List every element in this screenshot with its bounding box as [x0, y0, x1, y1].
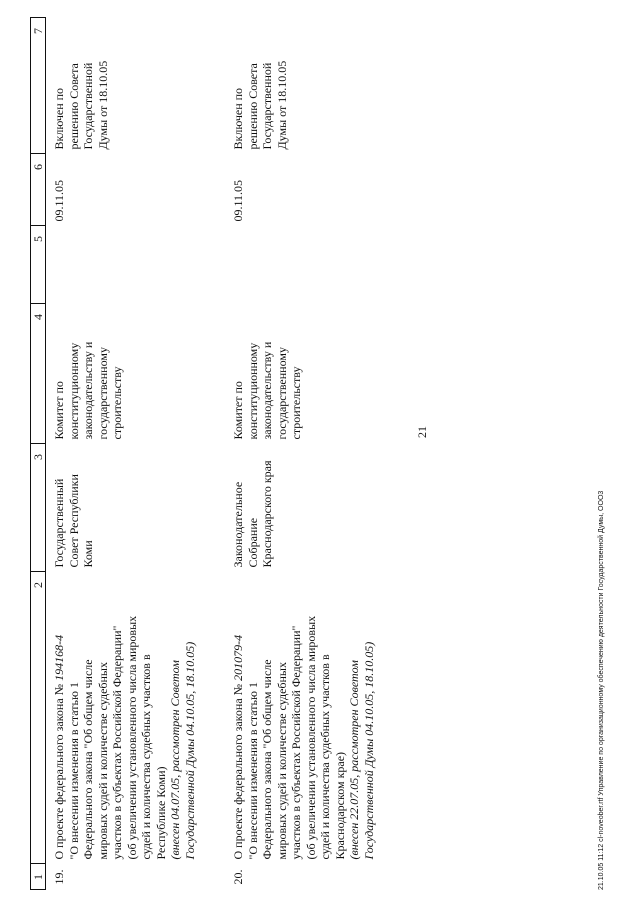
project-line: Федерального закона "Об общем числе — [81, 659, 95, 860]
project-line: судей и количества судебных участков в — [139, 654, 153, 860]
project-line: Республике Коми) — [153, 766, 168, 860]
column-header-6: 6 — [31, 154, 46, 226]
project-note: Государственной Думы 04.10.05, 18.10.05) — [361, 641, 376, 860]
initiator-line: Краснодарского края — [260, 460, 274, 568]
committee-line: строительству — [289, 366, 303, 440]
agenda-table — [30, 17, 376, 890]
project-line: судей и количества судебных участков в — [318, 654, 332, 860]
initiator-cell — [197, 444, 376, 572]
committee-line: государственному — [95, 347, 110, 440]
project-line: (об увеличении установленного числа мировых — [303, 615, 318, 860]
column-header-7: 7 — [31, 18, 46, 154]
project-number: 194168-4 — [52, 634, 66, 681]
initiator-line: Государственный — [52, 478, 66, 568]
project-line: "О внесении изменения в статью 1 — [245, 682, 260, 860]
project-line: (об увеличении установленного числа мировых — [124, 615, 139, 860]
project-number: 201079-4 — [231, 634, 245, 681]
committee-cell — [197, 304, 376, 444]
project-line: участков в субъектах Российской Федерации" — [110, 625, 124, 860]
column-5-cell — [46, 226, 198, 304]
decision-line: решению Совета — [66, 63, 81, 150]
column-header-2: 2 — [31, 572, 46, 864]
committee-line: строительству — [110, 366, 124, 440]
decision-line: Включен по — [52, 87, 66, 150]
header-row — [31, 18, 46, 890]
committee-line: государственному — [274, 347, 289, 440]
date-cell: 09.11.05 — [52, 179, 66, 222]
document-footer: 21.10.05 11:12 cl-noveober.rtf Управление по организационному обеспечению деятельности Государственной Думы, ООО3 — [598, 490, 605, 890]
committee-line: конституционному — [245, 342, 260, 440]
project-note: (внесен 04.07.05, рассмотрен Советом — [168, 660, 182, 860]
project-note: Государственной Думы 04.10.05, 18.10.05) — [182, 641, 197, 860]
project-line: Федерального закона "Об общем числе — [260, 659, 274, 860]
project-line: Краснодарском крае) — [332, 751, 347, 860]
column-header-1: 1 — [31, 864, 46, 890]
initiator-cell — [46, 444, 198, 572]
initiator-line: Собрание — [245, 517, 260, 568]
decision-cell — [197, 18, 376, 154]
column-5-cell — [197, 226, 376, 304]
project-cell — [46, 572, 198, 864]
column-header-3: 3 — [31, 444, 46, 572]
committee-cell — [46, 304, 198, 444]
decision-line: Включен по — [231, 87, 245, 150]
table-row — [46, 18, 198, 890]
initiator-line: Совет Республики — [66, 474, 81, 568]
decision-line: решению Совета — [245, 63, 260, 150]
column-header-5: 5 — [31, 226, 46, 304]
decision-cell — [46, 18, 198, 154]
committee-line: конституционному — [66, 342, 81, 440]
committee-line: законодательству и — [81, 341, 95, 440]
committee-line: Комитет по — [231, 381, 245, 440]
table-row — [197, 18, 376, 890]
row-number: 20. — [231, 869, 245, 885]
project-line: "О внесении изменения в статью 1 — [66, 682, 81, 860]
project-line: мировых судей и количестве судебных — [95, 662, 110, 860]
project-note: (внесен 22.07.05, рассмотрен Советом — [347, 660, 361, 860]
column-header-4: 4 — [31, 304, 46, 444]
project-prefix: О проекте федерального закона № — [231, 680, 245, 860]
committee-line: законодательству и — [260, 341, 274, 440]
date-cell: 09.11.05 — [231, 179, 245, 222]
page-number: 21 — [415, 426, 429, 438]
project-line: мировых судей и количестве судебных — [274, 662, 289, 860]
project-prefix: О проекте федерального закона № — [52, 680, 66, 860]
decision-line: Государственной — [260, 62, 274, 150]
committee-line: Комитет по — [52, 381, 66, 440]
row-number: 19. — [52, 869, 66, 885]
project-line: участков в субъектах Российской Федерации" — [289, 625, 303, 860]
decision-line: Думы от 18.10.05 — [95, 60, 110, 150]
initiator-line: Законодательное — [231, 481, 245, 568]
initiator-line: Коми — [81, 540, 95, 568]
project-cell — [197, 572, 376, 864]
decision-line: Думы от 18.10.05 — [274, 60, 289, 150]
decision-line: Государственной — [81, 62, 95, 150]
